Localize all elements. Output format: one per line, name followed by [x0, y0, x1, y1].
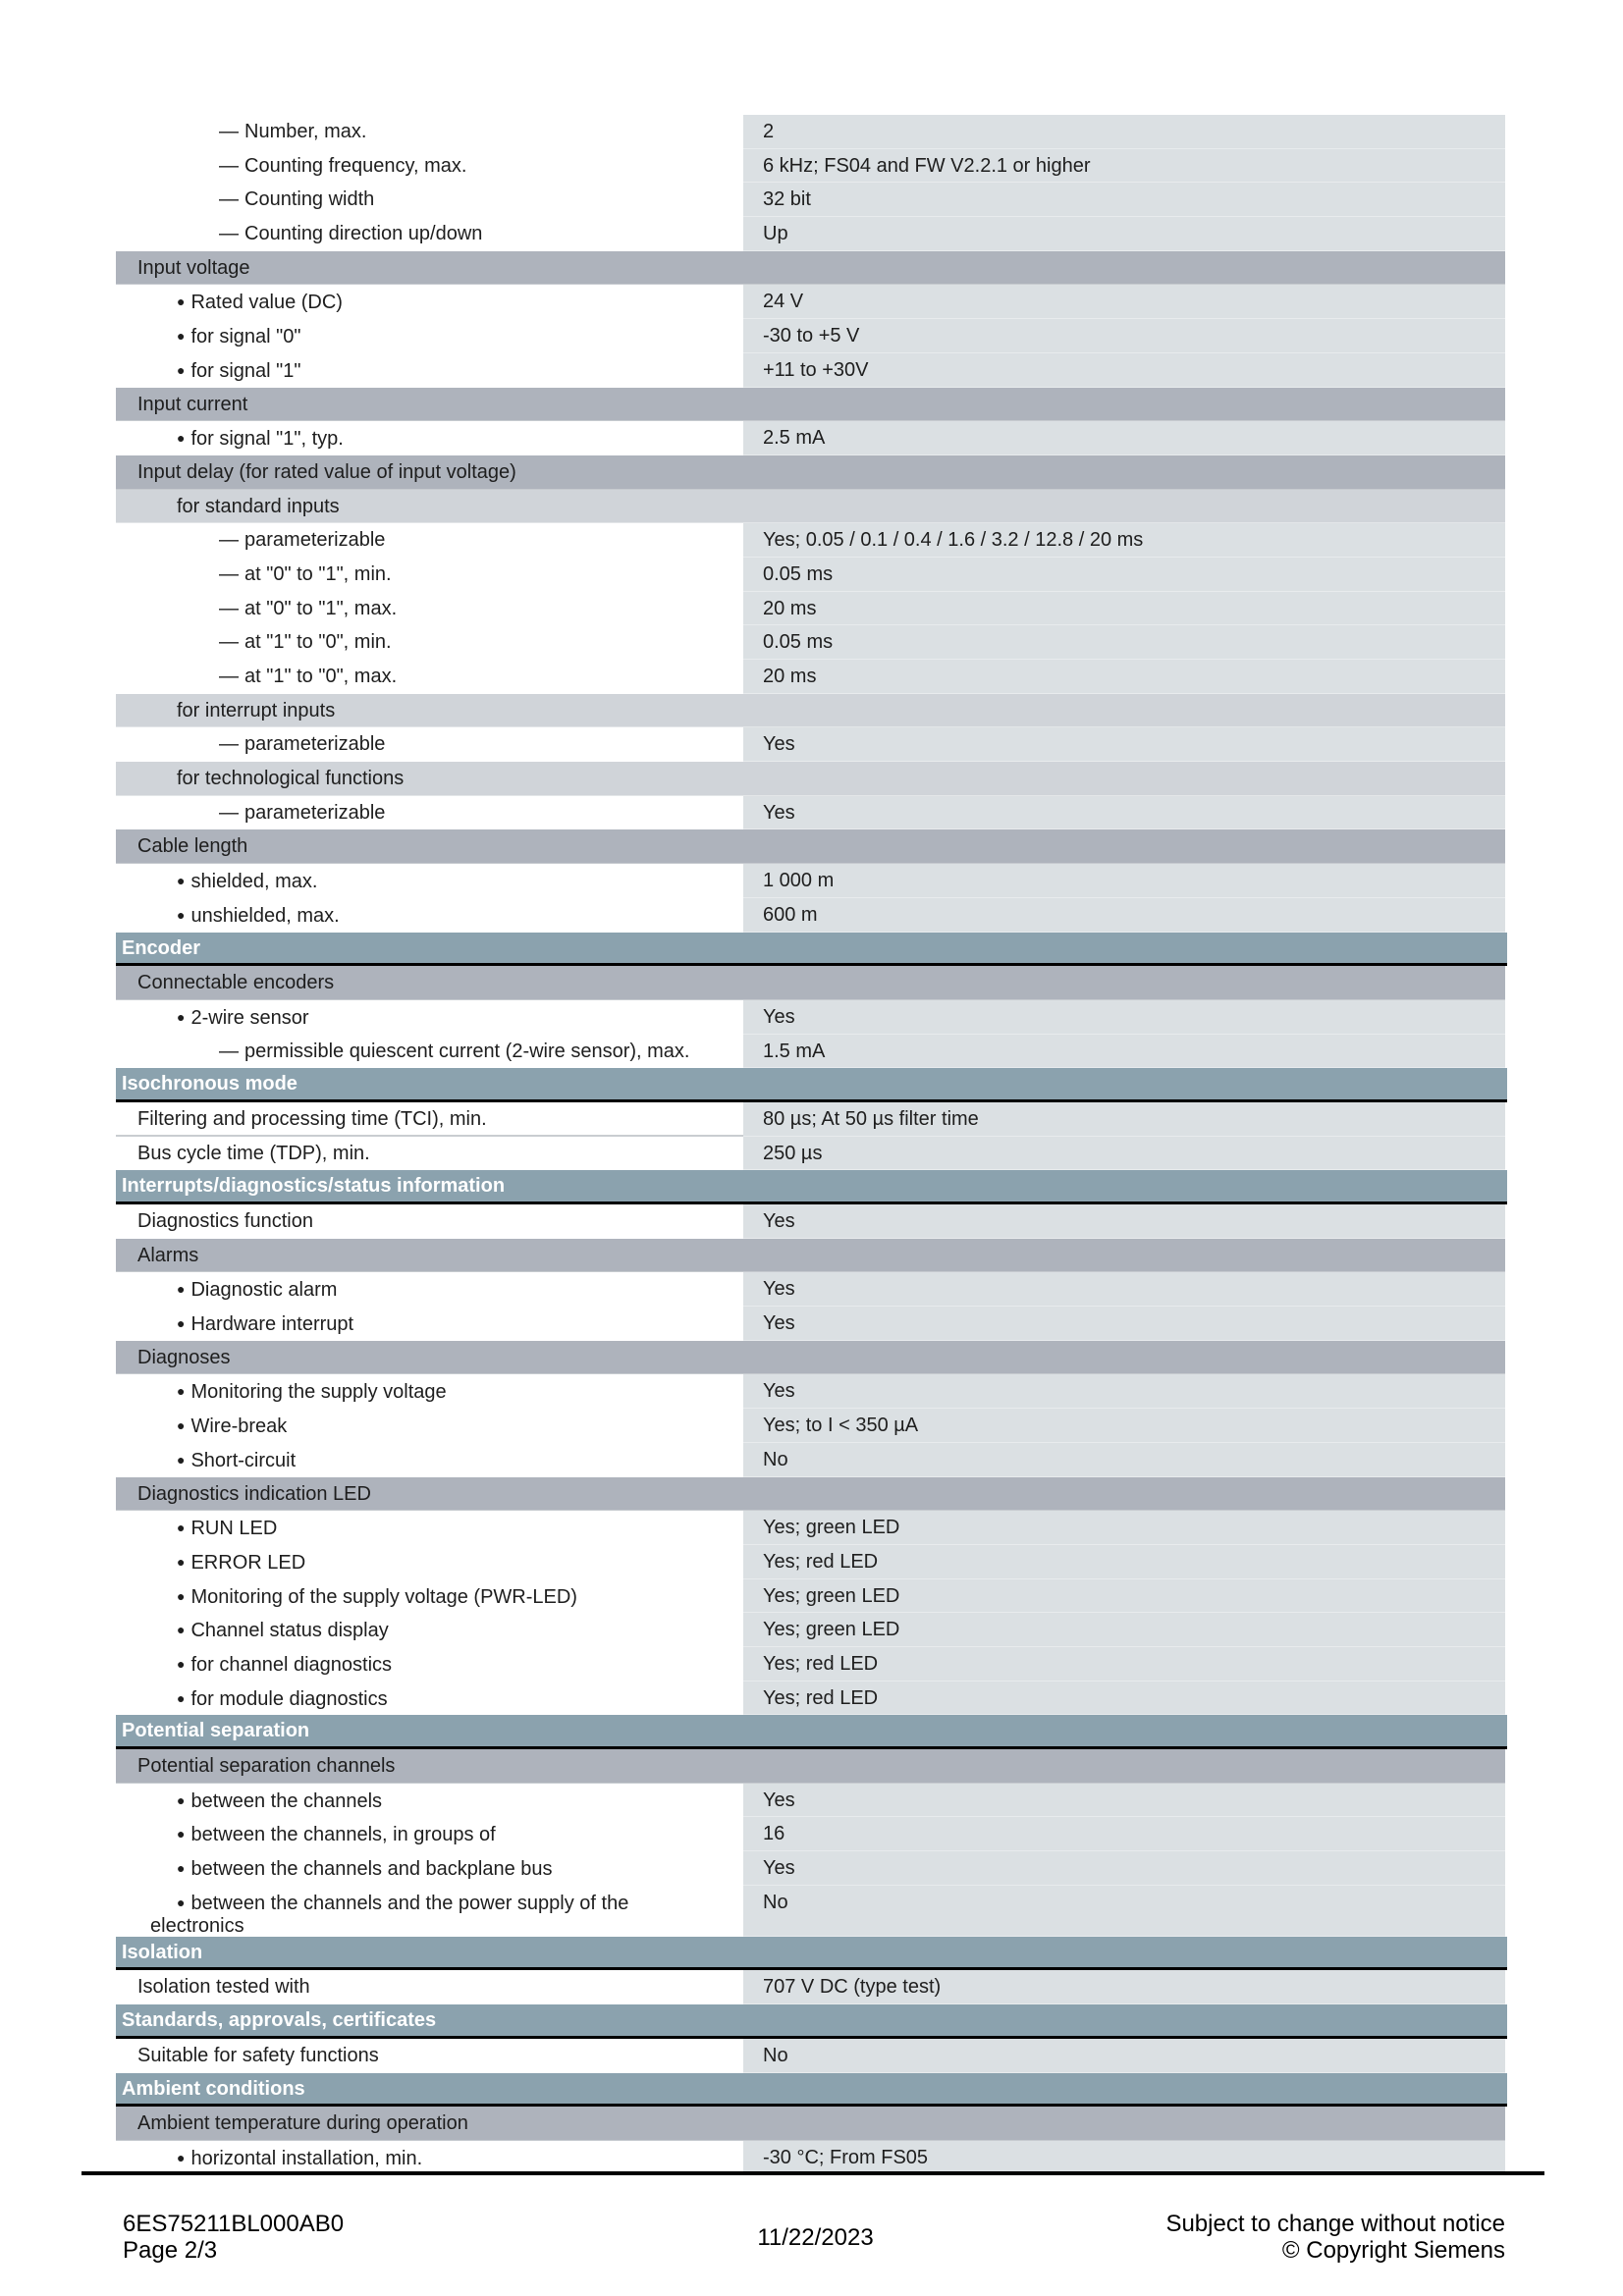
spec-label-line [177, 1823, 743, 1846]
bullet-icon: ● [177, 1860, 186, 1877]
spec-label-continuation: electronics [150, 1914, 244, 1937]
spec-label-text: RUN LED [190, 1518, 278, 1540]
bullet-icon: ● [177, 1622, 186, 1638]
spec-value: Yes; green LED [743, 1511, 1505, 1545]
group-header: for standard inputs [116, 490, 1505, 524]
spec-row [116, 319, 1505, 353]
spec-value: No [743, 2039, 1505, 2073]
spec-value: 250 µs [743, 1137, 1505, 1171]
spec-row [116, 1102, 1505, 1137]
spec-label-text: between the channels and backplane bus [190, 1858, 553, 1881]
spec-label-line [177, 1551, 743, 1575]
spec-label-text: Short-circuit [190, 1449, 297, 1471]
spec-label-text: Diagnostic alarm [190, 1279, 338, 1302]
spec-label-line [137, 1108, 743, 1131]
bullet-icon: ● [177, 906, 186, 923]
section-header: Ambient conditions [116, 2073, 1507, 2108]
spec-label-text: Channel status display [190, 1620, 389, 1642]
spec-label-text: at "0" to "1", min. [244, 562, 392, 585]
spec-label [116, 1000, 743, 1035]
spec-label [116, 1970, 743, 2004]
spec-table [116, 115, 1505, 2175]
spec-label-line [177, 1687, 743, 1711]
change-notice: Subject to change without notice [1165, 2211, 1505, 2237]
spec-value: Yes; green LED [743, 1579, 1505, 1614]
spec-row [116, 625, 1505, 660]
spec-row [116, 1204, 1505, 1239]
spec-row [116, 2141, 1505, 2175]
spec-label [116, 217, 743, 251]
spec-value: Yes; 0.05 / 0.1 / 0.4 / 1.6 / 3.2 / 12.8 / 20 ms [743, 523, 1505, 558]
spec-label-line [137, 2045, 743, 2067]
spec-row [116, 353, 1505, 388]
spec-label-line [137, 1976, 743, 1999]
spec-value: Yes; red LED [743, 1647, 1505, 1682]
bullet-icon: ● [177, 1417, 186, 1434]
dash-icon: — [219, 1040, 239, 1062]
spec-value: Yes [743, 1272, 1505, 1307]
spec-label-line [219, 121, 743, 143]
spec-label-line [219, 733, 743, 756]
spec-label-line [177, 1789, 743, 1813]
spec-label [116, 1307, 743, 1341]
spec-label [116, 592, 743, 626]
spec-label [116, 1272, 743, 1307]
spec-row [116, 864, 1505, 898]
dash-icon: — [219, 631, 239, 654]
spec-label [116, 1204, 743, 1239]
spec-label [116, 1613, 743, 1647]
group-header: for technological functions [116, 762, 1505, 796]
spec-value: 2 [743, 115, 1505, 149]
spec-label [116, 558, 743, 592]
spec-label [116, 1886, 743, 1937]
spec-label-line [219, 631, 743, 654]
spec-label-line [177, 1415, 743, 1438]
spec-label [116, 898, 743, 933]
spec-label [116, 1817, 743, 1851]
spec-row [116, 727, 1505, 762]
spec-value: No [743, 1886, 1505, 1937]
spec-value: 20 ms [743, 592, 1505, 626]
dash-icon: — [219, 223, 239, 245]
bullet-icon: ● [177, 1008, 186, 1025]
bullet-icon: ● [177, 1587, 186, 1604]
spec-label-line [219, 1041, 743, 1063]
spec-label [116, 1579, 743, 1614]
spec-label-text: permissible quiescent current (2-wire sensor), max. [244, 1040, 690, 1062]
spec-row [116, 1443, 1505, 1477]
subsection-header: Input voltage [116, 251, 1505, 286]
spec-label [116, 1647, 743, 1682]
spec-value: Yes [743, 727, 1505, 762]
spec-label-text: Filtering and processing time (TCI), min. [137, 1107, 487, 1130]
spec-label [116, 625, 743, 660]
bullet-icon: ● [177, 1315, 186, 1332]
spec-label-line [219, 188, 743, 211]
spec-label [116, 421, 743, 455]
spec-label-text: ERROR LED [190, 1551, 306, 1574]
spec-label-line [177, 359, 743, 383]
spec-row [116, 1817, 1505, 1851]
spec-label [116, 1545, 743, 1579]
spec-label-line [177, 1449, 743, 1472]
spec-label-text: parameterizable [244, 529, 386, 552]
spec-label-line [177, 1653, 743, 1677]
spec-value: 24 V [743, 285, 1505, 319]
bullet-icon: ● [177, 1791, 186, 1808]
spec-label [116, 1511, 743, 1545]
dash-icon: — [219, 121, 239, 142]
bullet-icon: ● [177, 2149, 186, 2165]
spec-value: -30 °C; From FS05 [743, 2141, 1505, 2175]
spec-label-line [177, 1312, 743, 1336]
spec-value: 32 bit [743, 183, 1505, 217]
spec-value: 16 [743, 1817, 1505, 1851]
subsection-header: Diagnoses [116, 1341, 1505, 1375]
spec-label-line [177, 904, 743, 928]
group-header: for interrupt inputs [116, 694, 1505, 728]
spec-value: 1 000 m [743, 864, 1505, 898]
spec-value: 1.5 mA [743, 1035, 1505, 1069]
bullet-icon: ● [177, 1553, 186, 1570]
spec-value: Yes [743, 1374, 1505, 1409]
dash-icon: — [219, 733, 239, 756]
spec-label-text: at "1" to "0", max. [244, 666, 398, 687]
dash-icon: — [219, 188, 239, 211]
section-header: Interrupts/diagnostics/status information [116, 1170, 1507, 1204]
spec-value: 80 µs; At 50 µs filter time [743, 1102, 1505, 1137]
spec-row [116, 523, 1505, 558]
spec-label [116, 1035, 743, 1069]
spec-label [116, 1374, 743, 1409]
bullet-icon: ● [177, 328, 186, 345]
spec-label-line [177, 1517, 743, 1540]
subsection-header: Input delay (for rated value of input voltage) [116, 455, 1505, 490]
spec-label-line [177, 1380, 743, 1404]
spec-label-text: at "0" to "1", max. [244, 597, 398, 619]
spec-value: Yes [743, 1000, 1505, 1035]
bullet-icon: ● [177, 1451, 186, 1468]
spec-label-text: Suitable for safety functions [137, 2044, 379, 2066]
spec-value: Yes; red LED [743, 1545, 1505, 1579]
subsection-header: Potential separation channels [116, 1749, 1505, 1784]
spec-row [116, 1035, 1505, 1069]
bullet-icon: ● [177, 430, 186, 447]
dash-icon: — [219, 801, 239, 824]
subsection-header: Input current [116, 388, 1505, 422]
spec-label-text: Counting width [244, 188, 375, 211]
spec-label-text: at "1" to "0", min. [244, 631, 392, 654]
bullet-icon: ● [177, 1520, 186, 1536]
spec-value: Up [743, 217, 1505, 251]
spec-label-line [137, 1210, 743, 1233]
bullet-icon: ● [177, 1281, 186, 1298]
spec-label-line [177, 291, 743, 314]
spec-label [116, 1443, 743, 1477]
dash-icon: — [219, 597, 239, 619]
bullet-icon: ● [177, 361, 186, 378]
spec-label-line [177, 325, 743, 348]
copyright: © Copyright Siemens [1281, 2237, 1505, 2264]
spec-value: Yes; red LED [743, 1682, 1505, 1716]
spec-label-text: parameterizable [244, 733, 386, 756]
spec-label-text: Monitoring the supply voltage [190, 1381, 447, 1404]
spec-label [116, 1682, 743, 1716]
section-header: Potential separation [116, 1715, 1507, 1749]
subsection-header: Diagnostics indication LED [116, 1477, 1505, 1512]
spec-label-line [219, 529, 743, 552]
spec-label-text: horizontal installation, min. [190, 2147, 423, 2169]
page-number: Page 2/3 [123, 2237, 218, 2264]
spec-label-text: between the channels and the power supply of the [190, 1892, 629, 1914]
dash-icon: — [219, 562, 239, 585]
spec-label-text: for signal "1", typ. [190, 428, 344, 451]
spec-label-line [177, 870, 743, 893]
bullet-icon: ● [177, 1689, 186, 1706]
bullet-icon: ● [177, 1826, 186, 1842]
spec-label-line [177, 1006, 743, 1030]
spec-row [116, 796, 1505, 830]
spec-value: No [743, 1443, 1505, 1477]
spec-label-text: Rated value (DC) [190, 292, 343, 314]
spec-row [116, 558, 1505, 592]
spec-label [116, 796, 743, 830]
subsection-header: Cable length [116, 829, 1505, 864]
spec-label-line [177, 1857, 743, 1881]
spec-row [116, 660, 1505, 694]
spec-label [116, 115, 743, 149]
footer-divider [81, 2171, 1544, 2175]
spec-row [116, 592, 1505, 626]
spec-row [116, 1647, 1505, 1682]
spec-label [116, 183, 743, 217]
spec-label [116, 1851, 743, 1886]
spec-value: Yes [743, 1204, 1505, 1239]
spec-label-line [177, 1619, 743, 1642]
spec-row [116, 1784, 1505, 1818]
spec-label-line [177, 1278, 743, 1302]
spec-row [116, 1409, 1505, 1443]
spec-label-text: for module diagnostics [190, 1687, 388, 1710]
spec-label-text: for channel diagnostics [190, 1653, 393, 1676]
spec-label-text: Hardware interrupt [190, 1313, 354, 1336]
spec-label-line [219, 802, 743, 825]
dash-icon: — [219, 154, 239, 177]
spec-row [116, 1682, 1505, 1716]
subsection-header: Ambient temperature during operation [116, 2107, 1505, 2141]
spec-row [116, 285, 1505, 319]
spec-label [116, 353, 743, 388]
spec-value: Yes [743, 1784, 1505, 1818]
spec-label-text: between the channels, in groups of [190, 1824, 496, 1846]
spec-row [116, 1851, 1505, 1886]
spec-label [116, 864, 743, 898]
spec-value: 0.05 ms [743, 558, 1505, 592]
spec-label-text: Number, max. [244, 121, 367, 142]
dash-icon: — [219, 529, 239, 552]
spec-label-text: 2-wire sensor [190, 1006, 309, 1029]
spec-label-text: Monitoring of the supply voltage (PWR-LED) [190, 1585, 577, 1608]
spec-row [116, 1137, 1505, 1171]
dash-icon: — [219, 666, 239, 687]
spec-row [116, 1579, 1505, 1614]
spec-label-line [177, 1585, 743, 1609]
spec-value: +11 to +30V [743, 353, 1505, 388]
spec-label-line [150, 1892, 743, 1915]
document-date: 11/22/2023 [757, 2224, 874, 2251]
spec-row [116, 183, 1505, 217]
bullet-icon: ● [177, 1655, 186, 1672]
spec-label-text: for signal "0" [190, 326, 301, 348]
spec-value: Yes [743, 796, 1505, 830]
spec-value: Yes [743, 1307, 1505, 1341]
spec-label-text: for signal "1" [190, 359, 301, 382]
spec-row [116, 1000, 1505, 1035]
spec-label-text: between the channels [190, 1789, 383, 1812]
spec-row [116, 217, 1505, 251]
spec-value: 707 V DC (type test) [743, 1970, 1505, 2004]
bullet-icon: ● [177, 1894, 186, 1910]
spec-value: Yes; to I < 350 µA [743, 1409, 1505, 1443]
spec-label-line [219, 598, 743, 620]
spec-row [116, 115, 1505, 149]
spec-row [116, 421, 1505, 455]
section-header: Standards, approvals, certificates [116, 2004, 1507, 2039]
spec-row [116, 1272, 1505, 1307]
spec-label-text: parameterizable [244, 801, 386, 824]
spec-value: Yes [743, 1851, 1505, 1886]
order-number: 6ES75211BL000AB0 [123, 2211, 345, 2237]
spec-label-line [177, 2147, 743, 2170]
subsection-header: Connectable encoders [116, 966, 1505, 1000]
spec-label [116, 2039, 743, 2073]
spec-label [116, 727, 743, 762]
spec-label-line [137, 1143, 743, 1165]
spec-label-text: Diagnostics function [137, 1210, 313, 1232]
spec-value: 2.5 mA [743, 421, 1505, 455]
spec-label-text: Wire-break [190, 1415, 288, 1438]
spec-row [116, 1886, 1505, 1937]
spec-label [116, 1137, 743, 1171]
spec-label-text: shielded, max. [190, 871, 318, 893]
spec-value: Yes; green LED [743, 1613, 1505, 1647]
spec-row [116, 1613, 1505, 1647]
spec-label [116, 523, 743, 558]
section-header: Isochronous mode [116, 1068, 1507, 1102]
spec-label-text: Bus cycle time (TDP), min. [137, 1142, 370, 1164]
spec-label-line [177, 427, 743, 451]
section-header: Isolation [116, 1937, 1507, 1971]
spec-label [116, 1409, 743, 1443]
spec-label [116, 1102, 743, 1137]
spec-label-text: Isolation tested with [137, 1976, 310, 1999]
spec-label [116, 149, 743, 184]
spec-row [116, 1511, 1505, 1545]
spec-label-line [219, 563, 743, 586]
bullet-icon: ● [177, 294, 186, 310]
spec-value: 6 kHz; FS04 and FW V2.2.1 or higher [743, 149, 1505, 184]
spec-label-line [219, 223, 743, 245]
spec-label-text: Counting frequency, max. [244, 154, 467, 177]
spec-row [116, 1545, 1505, 1579]
spec-label [116, 2141, 743, 2175]
spec-label-text: Counting direction up/down [244, 223, 483, 245]
footer-right [1165, 2211, 1505, 2264]
spec-label [116, 1784, 743, 1818]
bullet-icon: ● [177, 873, 186, 889]
spec-label-line [219, 155, 743, 178]
spec-value: 600 m [743, 898, 1505, 933]
spec-label-text: unshielded, max. [190, 904, 340, 927]
spec-label [116, 660, 743, 694]
spec-row [116, 1970, 1505, 2004]
spec-row [116, 1307, 1505, 1341]
spec-label-line [219, 666, 743, 688]
spec-row [116, 149, 1505, 184]
section-header: Encoder [116, 933, 1507, 967]
spec-row [116, 898, 1505, 933]
spec-label [116, 319, 743, 353]
spec-value: 20 ms [743, 660, 1505, 694]
spec-label [116, 285, 743, 319]
spec-value: 0.05 ms [743, 625, 1505, 660]
bullet-icon: ● [177, 1383, 186, 1400]
spec-row [116, 2039, 1505, 2073]
spec-value: -30 to +5 V [743, 319, 1505, 353]
spec-row [116, 1374, 1505, 1409]
subsection-header: Alarms [116, 1239, 1505, 1273]
